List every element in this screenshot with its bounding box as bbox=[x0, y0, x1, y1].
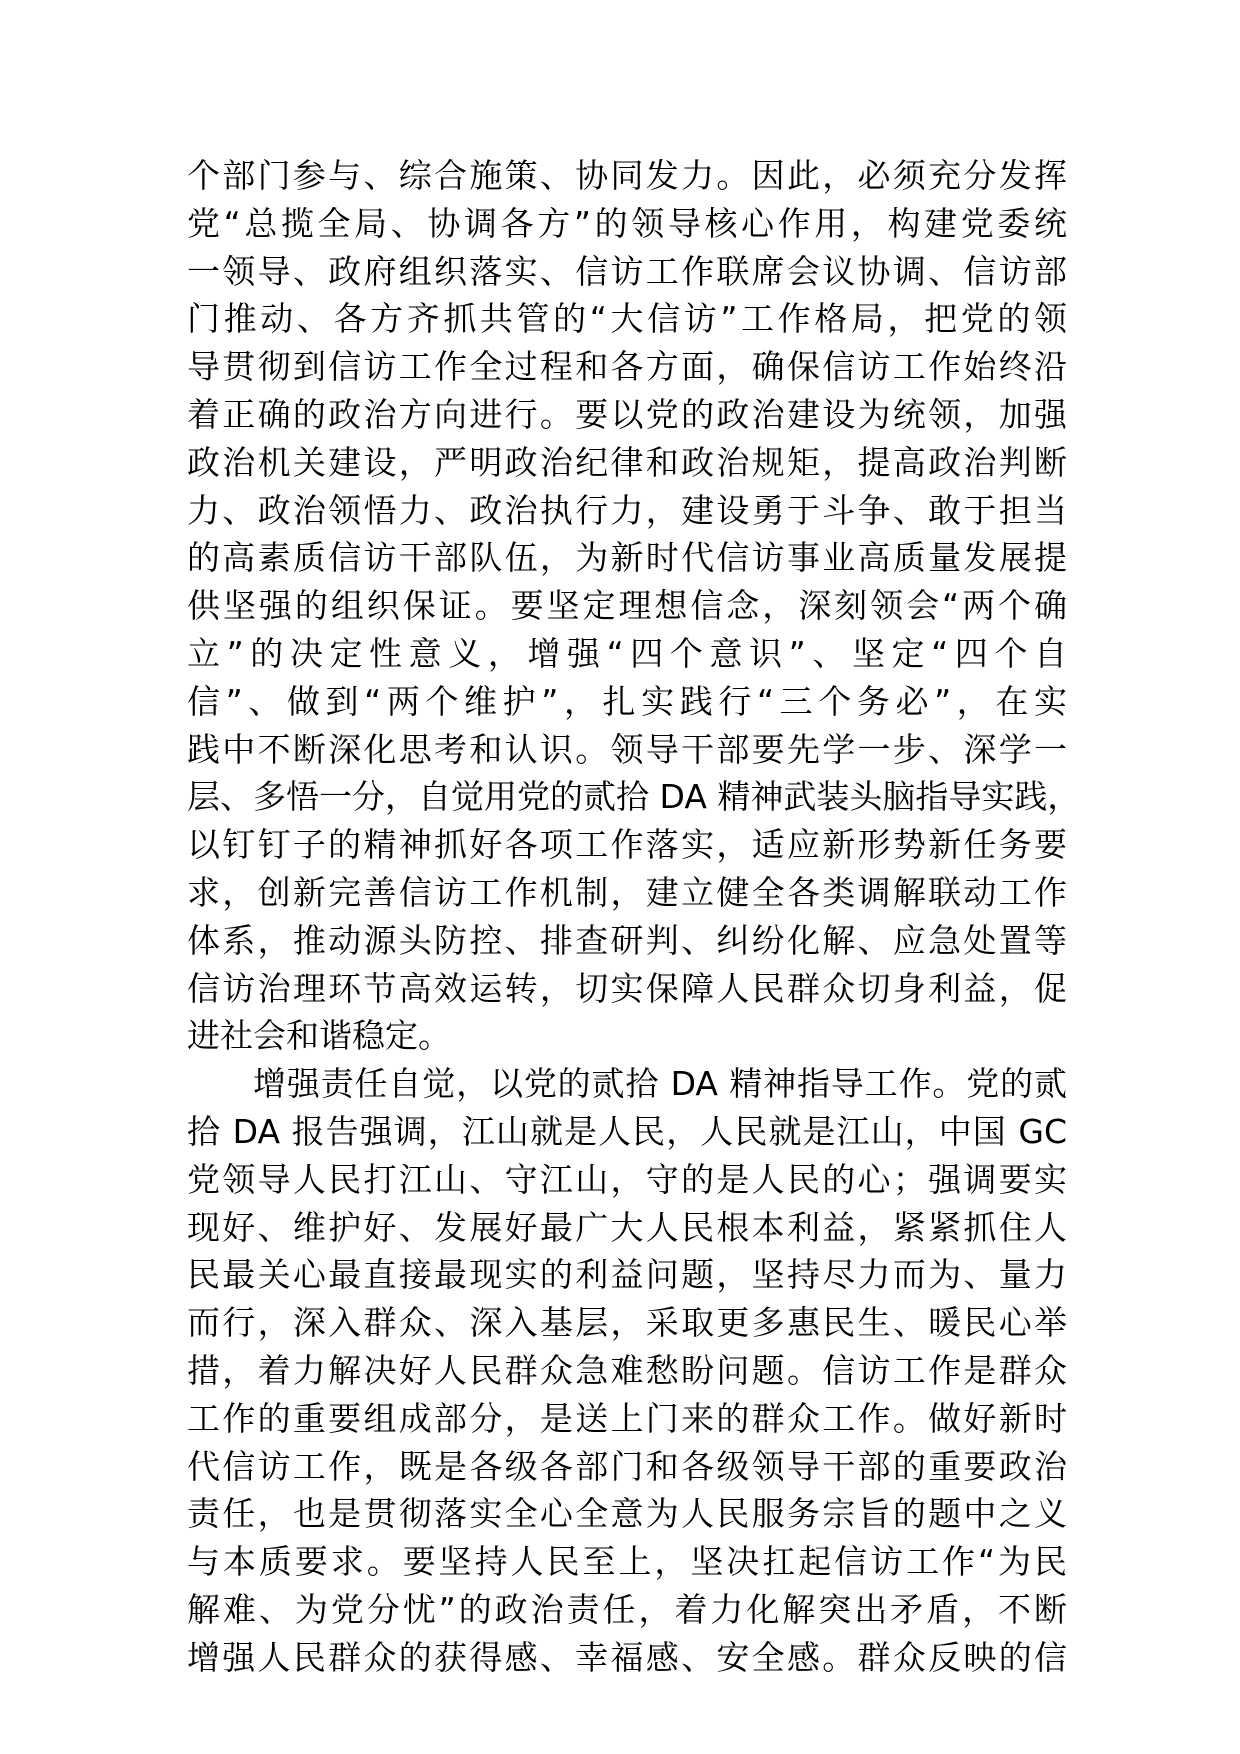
text-line: 导贯彻到信访工作全过程和各方面，确保信访工作始终沿 bbox=[187, 347, 1067, 387]
text-line: 党领导人民打江山、守江山，守的是人民的心；强调要实 bbox=[187, 1159, 1067, 1199]
text-line: 解难、为党分忧”的政治责任，着力化解突出矛盾，不断 bbox=[187, 1589, 1067, 1629]
text-line: 的高素质信访干部队伍，为新时代信访事业高质量发展提 bbox=[187, 538, 1067, 578]
text-line: 体系，推动源头防控、排查研判、纠纷化解、应急处置等 bbox=[187, 920, 1067, 960]
text-line: 力、政治领悟力、政治执行力，建设勇于斗争、敢于担当 bbox=[187, 490, 1067, 530]
text-line: 拾 DA 报告强调，江山就是人民，人民就是江山，中国 GC bbox=[187, 1111, 1067, 1151]
text-line: 增强责任自觉，以党的贰拾 DA 精神指导工作。党的贰 bbox=[253, 1064, 1067, 1104]
text-line: 进社会和谐稳定。 bbox=[187, 1016, 451, 1056]
text-line: 着正确的政治方向进行。要以党的政治建设为统领，加强 bbox=[187, 394, 1067, 434]
paragraph-1 bbox=[187, 152, 1081, 1060]
text-line: 党“总揽全局、协调各方”的领导核心作用，构建党委统 bbox=[187, 203, 1067, 243]
text-line: 立”的决定性意义，增强“四个意识”、坚定“四个自 bbox=[187, 633, 1067, 673]
text-line: 信访治理环节高效运转，切实保障人民群众切身利益，促 bbox=[187, 968, 1067, 1008]
text-line: 门推动、各方齐抓共管的“大信访”工作格局，把党的领 bbox=[187, 299, 1067, 339]
text-line: 责任，也是贯彻落实全心全意为人民服务宗旨的题中之义 bbox=[187, 1494, 1067, 1534]
text-line: 措，着力解决好人民群众急难愁盼问题。信访工作是群众 bbox=[187, 1350, 1067, 1390]
text-line: 以钉钉子的精神抓好各项工作落实，适应新形势新任务要 bbox=[187, 825, 1067, 865]
text-line: 增强人民群众的获得感、幸福感、安全感。群众反映的信 bbox=[187, 1637, 1067, 1677]
text-line: 践中不断深化思考和认识。领导干部要先学一步、深学一 bbox=[187, 729, 1067, 769]
text-line: 供坚强的组织保证。要坚定理想信念，深刻领会“两个确 bbox=[187, 586, 1067, 626]
text-line: 一领导、政府组织落实、信访工作联席会议协调、信访部 bbox=[187, 251, 1067, 291]
text-line: 与本质要求。要坚持人民至上，坚决扛起信访工作“为民 bbox=[187, 1542, 1067, 1582]
text-line: 民最关心最直接最现实的利益问题，坚持尽力而为、量力 bbox=[187, 1255, 1067, 1295]
text-line: 个部门参与、综合施策、协同发力。因此，必须充分发挥 bbox=[187, 156, 1067, 195]
text-line: 信”、做到“两个维护”，扎实践行“三个务必”，在实 bbox=[187, 681, 1067, 721]
text-line: 求，创新完善信访工作机制，建立健全各类调解联动工作 bbox=[187, 872, 1067, 912]
document-body bbox=[187, 152, 1081, 1682]
text-line: 现好、维护好、发展好最广大人民根本利益，紧紧抓住人 bbox=[187, 1207, 1067, 1247]
text-line: 政治机关建设，严明政治纪律和政治规矩，提高政治判断 bbox=[187, 442, 1067, 482]
text-line: 代信访工作，既是各级各部门和各级领导干部的重要政治 bbox=[187, 1446, 1067, 1486]
paragraph-2 bbox=[187, 1060, 1067, 1681]
text-line: 工作的重要组成部分，是送上门来的群众工作。做好新时 bbox=[187, 1398, 1067, 1438]
text-line: 而行，深入群众、深入基层，采取更多惠民生、暖民心举 bbox=[187, 1303, 1067, 1343]
text-line: 层、多悟一分，自觉用党的贰拾 DA 精神武装头脑指导实践， bbox=[187, 777, 1081, 817]
